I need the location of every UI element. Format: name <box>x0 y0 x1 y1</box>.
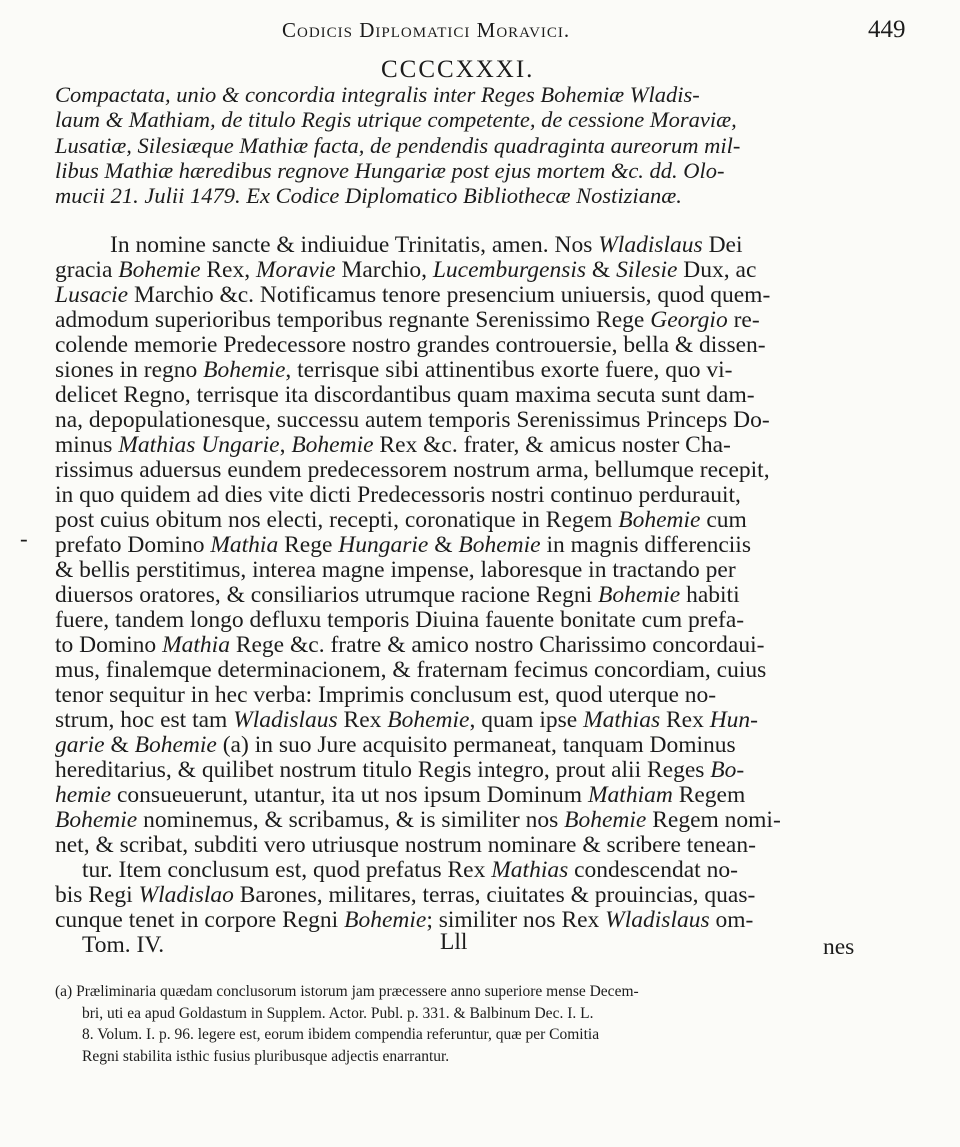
italic-run: Bohemie <box>291 432 374 458</box>
footnote-line: Regni stabilita isthic fusius pluribusque adjectis enarrantur. <box>82 1047 450 1065</box>
text-run: Rex &c. frater, & amicus noster Cha- <box>373 432 731 458</box>
text-line <box>55 757 744 784</box>
italic-run: Wladislaus <box>605 907 710 933</box>
text-run: condescendat no- <box>568 857 738 883</box>
gathering-signature: Lll <box>440 929 468 955</box>
text-run: cunque tenet in corpore Regni <box>55 907 345 933</box>
text-run: in magnis differenciis <box>540 532 751 558</box>
text-run: cum <box>700 507 747 533</box>
text-line <box>55 782 745 809</box>
italic-run: Hun- <box>709 707 758 733</box>
italic-run: mucii 21. Julii 1479. <box>55 183 241 209</box>
text-line <box>55 657 766 684</box>
italic-run: Mathias <box>583 707 661 733</box>
italic-run: Bo- <box>710 757 745 783</box>
footnote-line: (a) Præliminaria quædam conclusorum istorum jam præcessere anno superiore mense Decem- <box>55 983 639 1000</box>
italic-run: Mathias Ungarie <box>118 432 280 458</box>
text-line <box>55 257 756 284</box>
text-run: strum, hoc est tam <box>55 707 234 733</box>
text-run: Regem <box>672 782 746 808</box>
italic-run: Lucemburgensis <box>432 257 587 283</box>
text-run: delicet Regno, terrisque ita discordantibus quam maxima secuta sunt dam- <box>55 382 755 408</box>
text-run: & <box>428 532 459 558</box>
italic-run: Wladislaus <box>233 707 338 733</box>
text-run: & <box>104 732 135 758</box>
text-run: net, & scribat, subditi vero utriusque nostrum nominare & scribere tenean- <box>55 832 756 858</box>
italic-run: Hungarie <box>338 532 429 558</box>
text-run: tur. Item conclusum est, quod prefatus Rex <box>82 857 492 883</box>
text-run: consueuerunt, utantur, ita ut nos ipsum Dominum <box>111 782 588 808</box>
text-run: Marchio &c. Notificamus tenore presencium uniuersis, quod quem- <box>128 282 771 308</box>
italic-run: Lusacie <box>55 282 129 308</box>
text-run: na, depopulationesque, successu autem temporis Serenissimus Princeps Do- <box>55 407 770 433</box>
italic-run: Mathias <box>491 857 569 883</box>
italic-run: libus Mathiæ hæredibus regnove Hungariæ post ejus mortem &c. dd. Olo- <box>55 157 725 183</box>
text-run: habiti <box>680 582 740 608</box>
summary-line <box>55 82 700 108</box>
text-run: & bellis perstitimus, interea magne impense, laboresque in tractando per <box>55 557 736 583</box>
italic-run: Georgio <box>650 307 728 333</box>
italic-run: Silesie <box>616 257 678 283</box>
text-run: ; similiter nos Rex <box>426 907 606 933</box>
text-run: Marchio, <box>335 257 433 283</box>
text-run: diuersos oratores, & consiliarios utrumque racione Regni <box>55 582 598 608</box>
text-run: post cuius obitum nos electi, recepti, coronatique in Regem <box>55 507 619 533</box>
running-header <box>0 14 960 50</box>
italic-run: hemie <box>55 782 112 808</box>
text-line <box>55 682 716 709</box>
italic-run: Wladislaus <box>598 232 703 258</box>
text-run: om- <box>709 907 754 933</box>
text-line <box>55 907 753 934</box>
text-line <box>55 557 736 584</box>
text-run: Barones, militares, terras, ciuitates & prouincias, quas- <box>233 882 756 908</box>
summary-line <box>55 107 737 133</box>
text-line <box>55 282 770 309</box>
text-line <box>55 532 751 559</box>
summary-line <box>55 183 682 209</box>
text-line <box>55 332 766 359</box>
footnote-separator <box>52 966 912 967</box>
text-run: fuere, tandem longo defluxu temporis Diuina fauente bonitate cum prefa- <box>55 607 745 633</box>
text-run: Rex <box>660 707 710 733</box>
italic-run: Bohemie <box>618 507 701 533</box>
document-number: CCCCXXXI. <box>381 56 535 83</box>
text-line <box>55 807 781 834</box>
text-run: In nomine sancte & indiuidue Trinitatis, amen. Nos <box>110 232 599 258</box>
italic-run: Bohemie <box>203 357 286 383</box>
margin-mark: - <box>20 526 28 551</box>
text-run: rissimus aduersus eundem predecessorem nostrum arma, bellumque recepit, <box>55 457 770 483</box>
italic-run: Bohemie <box>118 257 201 283</box>
text-run: Rege &c. fratre & amico nostro Charissimo concordaui- <box>229 632 765 658</box>
text-run: , <box>279 432 292 458</box>
text-run: Rex <box>337 707 388 733</box>
text-line <box>55 707 758 734</box>
text-line <box>55 632 764 659</box>
text-run: tenor sequitur in hec verba: Imprimis conclusum est, quod uterque no- <box>55 682 717 708</box>
italic-run: Bohemie <box>458 532 541 558</box>
italic-run: Wladislao <box>138 882 234 908</box>
italic-run: Bohemie <box>387 707 470 733</box>
text-run: to Domino <box>55 632 163 658</box>
text-run: , terrisque sibi attinentibus exorte fuere, quo vi- <box>285 357 733 383</box>
text-line <box>55 307 760 334</box>
text-line <box>55 832 756 859</box>
text-run: bis Regi <box>55 882 139 908</box>
text-run: Ex Codice Diplomatico Bibliothecæ Nostizianæ. <box>240 183 682 209</box>
text-run: colende memorie Predecessore nostro grandes controuersie, bella & dissen- <box>55 332 766 358</box>
text-run: Rege <box>278 532 339 558</box>
text-run: & <box>586 257 617 283</box>
text-line <box>55 732 736 759</box>
italic-run: Moravie <box>255 257 336 283</box>
text-line <box>55 357 732 384</box>
text-run: re- <box>727 307 760 333</box>
text-run: , quam ipse <box>469 707 584 733</box>
text-run: in quo quidem ad dies vite dicti Predecessoris nostri continuo perdurauit, <box>55 482 741 508</box>
text-run: hereditarius, & quilibet nostrum titulo Regis integro, prout alii Reges <box>55 757 711 783</box>
volume-label: Tom. IV. <box>82 932 165 958</box>
italic-run: Lusatiæ, Silesiæque Mathiæ facta, de pendendis quadraginta aureorum mil- <box>55 132 741 158</box>
text-run: nominemus, & scribamus, & is similiter nos <box>137 807 565 833</box>
italic-run: Bohemie <box>597 582 681 608</box>
italic-run: Mathia <box>162 632 230 658</box>
text-line <box>55 607 744 634</box>
italic-run: Bohemie <box>344 907 427 933</box>
footnote-line: 8. Volum. I. p. 96. legere est, eorum ibidem compendia referuntur, quæ per Comitia <box>82 1026 600 1043</box>
text-line <box>55 382 755 409</box>
text-line <box>55 882 755 909</box>
text-run: gracia <box>55 257 119 283</box>
text-line <box>55 457 770 484</box>
page-number: 449 <box>868 16 906 43</box>
italic-run: Bohemie <box>564 807 647 833</box>
text-run: Dei <box>702 232 743 258</box>
text-line <box>55 482 741 509</box>
text-run: Regem nomi- <box>646 807 781 833</box>
italic-run: Bohemie <box>134 732 217 758</box>
running-header-title: Codicis Diplomatici Moravici. <box>282 18 571 42</box>
text-line <box>55 432 731 459</box>
italic-run: Mathiam <box>587 782 673 808</box>
text-run: admodum superioribus temporibus regnante Serenissimo Rege <box>55 307 651 333</box>
text-line <box>55 507 747 534</box>
text-run: Dux, ac <box>677 257 757 283</box>
text-run: (a) in suo Jure acquisito permaneat, tanquam Dominus <box>216 732 736 758</box>
italic-run: Compactata, unio & concordia integralis inter Reges Bohemiæ Wladis- <box>55 82 700 107</box>
text-run: minus <box>55 432 119 458</box>
italic-run: Mathia <box>210 532 279 558</box>
text-line <box>55 407 770 434</box>
summary-line <box>55 158 725 184</box>
text-line <box>55 582 740 609</box>
text-run: prefato Domino <box>55 532 211 558</box>
italic-run: Bohemie <box>55 807 138 833</box>
text-run: mus, finalemque determinacionem, & fraternam fecimus concordiam, cuius <box>55 657 767 683</box>
footnote-line: bri, uti ea apud Goldastum in Supplem. Actor. Publ. p. 331. & Balbinum Dec. I. L. <box>82 1004 594 1022</box>
text-line <box>110 232 743 259</box>
catchword: nes <box>823 934 855 960</box>
text-run: siones in regno <box>55 357 204 383</box>
text-line <box>82 857 738 884</box>
italic-run: garie <box>55 732 105 758</box>
text-run: Rex, <box>200 257 256 283</box>
italic-run: laum & Mathiam, de titulo Regis utrique competente, de cessione Moraviæ, <box>55 107 737 133</box>
summary-line <box>55 133 740 159</box>
